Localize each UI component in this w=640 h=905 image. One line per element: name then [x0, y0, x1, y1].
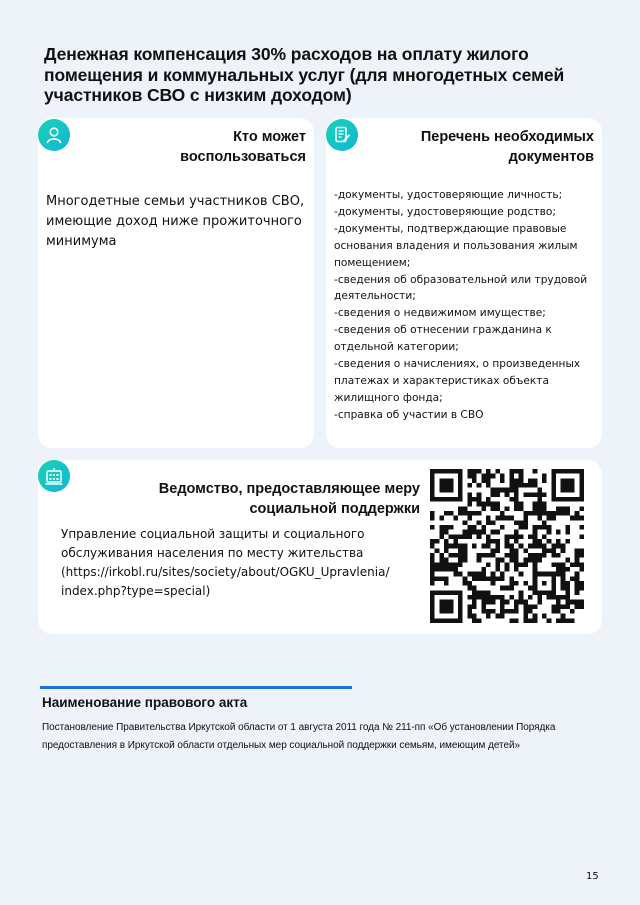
docs-card-heading [400, 127, 594, 167]
legal-text-line: Постановление Правительства Иркутской области от 1 августа 2011 года № 211-пп «Об установлении Порядка [42, 722, 556, 733]
legal-text [42, 719, 622, 754]
qr-code[interactable] [430, 469, 584, 623]
docs-list-item: -сведения о начислениях, о произведенных платежах и характеристиках объекта жилищного фонда; [334, 358, 581, 404]
agency-card-heading [140, 479, 420, 519]
docs-list-item: -документы, подтверждающие правовые основания владения и пользования жилым помещением; [334, 222, 578, 269]
legal-title: Наименование правового акта [42, 695, 248, 710]
agency-heading-line2: социальной поддержки [249, 501, 420, 517]
agency-text-line: Управление социальной защиты и социального [61, 527, 365, 541]
who-heading-line1: Кто может [233, 129, 306, 145]
page-number: 15 [586, 871, 599, 882]
docs-list-item: -сведения об образовательной или трудовой деятельности; [334, 273, 588, 303]
docs-list [334, 187, 596, 424]
document-edit-icon [326, 119, 358, 151]
who-heading-line2: воспользоваться [180, 149, 306, 165]
person-icon [38, 119, 70, 151]
docs-heading-line2: документов [508, 149, 594, 165]
agency-heading-line1: Ведомство, предоставляющее меру [158, 481, 420, 497]
docs-list-item: -документы, удостоверяющие личность; [334, 189, 563, 201]
docs-heading-line1: Перечень необходимых [420, 129, 594, 145]
page-title: Денежная компенсация 30% расходов на оплату жилого помещения и коммунальных услуг (для многодетных семей участников СВО с низким доходом) [44, 44, 565, 105]
who-card [38, 118, 314, 448]
docs-list-item: -справка об участии в СВО [334, 408, 484, 421]
agency-link[interactable]: (https://irkobl.ru/sites/society/about/OGKU_Upravlenia/ [61, 565, 390, 579]
docs-list-item: -сведения об отнесении гражданина к отдельной категории; [334, 324, 552, 354]
agency-text-line: обслуживания населения по месту жительства [61, 546, 364, 560]
building-icon [38, 460, 70, 492]
legal-text-line: предоставления в Иркутской области отдельных мер социальной поддержки семьям, имеющим детей» [42, 739, 521, 751]
who-card-heading [150, 127, 306, 167]
agency-link[interactable]: index.php?type=special) [61, 584, 211, 598]
agency-card-text [61, 525, 391, 601]
docs-list-item: -документы, удостоверяющие родство; [334, 205, 556, 218]
who-card-text: Многодетные семьи участников СВО, имеющие доход ниже прожиточного минимума [46, 194, 305, 249]
section-divider [40, 686, 352, 689]
docs-list-item: -сведения о недвижимом имуществе; [334, 307, 546, 320]
